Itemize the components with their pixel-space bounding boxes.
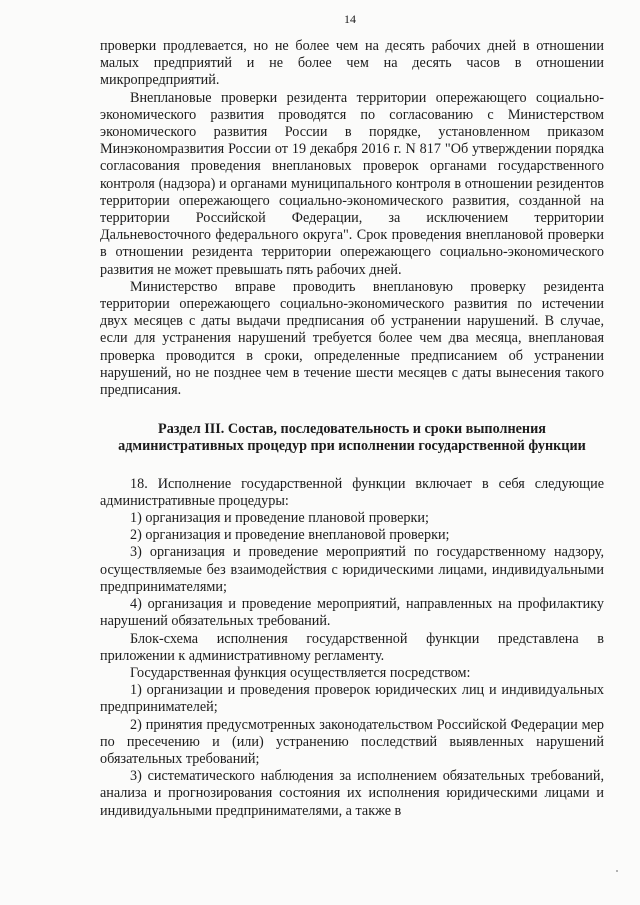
list-item: 2) организация и проведение внеплановой проверки; bbox=[130, 527, 450, 544]
list-item: 3) организация и проведение мероприятий по государственному надзору, осуществляемые без взаимодействия с юридическими лицами, индивидуальными предпринимателями; bbox=[100, 544, 604, 595]
paragraph-continuation: проверки продлевается, но не более чем на десять рабочих дней в отношении малых предприятий и не более чем на десять часов в отношении микропредприятий. bbox=[100, 38, 604, 89]
section-heading: Раздел III. Состав, последовательность и сроки выполнения административных процедур при исполнении государственной функции bbox=[118, 421, 586, 455]
list-item: 1) организация и проведение плановой проверки; bbox=[130, 510, 429, 527]
page-number: 14 bbox=[344, 12, 356, 26]
scan-speck bbox=[616, 870, 618, 872]
list-item: 1) организации и проведения проверок юридических лиц и индивидуальных предпринимателей; bbox=[100, 682, 604, 716]
document-body bbox=[100, 38, 604, 820]
list-item: 2) принятия предусмотренных законодательством Российской Федерации мер по пресечению и (или) устранению последствий выявленных нарушений обязательных требований; bbox=[100, 716, 604, 767]
paragraph-ministry-right: Министерство вправе проводить внеплановую проверку резидента территории опережающего социально-экономического развития по истечении двух месяцев с даты выдачи предписания об устранении нарушений. В случае, если для устранения нарушений требуется более чем два месяца, внеплановая проверка проводится в сроки, определенные предписанием об устранении нарушений, но не позднее чем в течение шести месяцев с даты вынесения такого предписания. bbox=[100, 278, 604, 399]
list-item: 3) систематического наблюдения за исполнением обязательных требований, анализа и прогнозирования состояния их исполнения юридическими лицами и индивидуальными предпринимателями, а также в bbox=[100, 768, 604, 819]
paragraph-unscheduled-inspections: Внеплановые проверки резидента территории опережающего социально-экономического развития проводятся по согласованию с Министерством экономического развития России в порядке, установленном приказом Минэкономразвития России от 19 декабря 2016 г. N 817 "Об утверждении порядка согласования проведения внеплановых проверок органами государственного контроля (надзора) и органами муниципального контроля в отношении резидентов территории опережающего социально-экономического развития, созданной на территории Российской Федерации, за исключением территории Дальневосточного федерального округа". Срок проведения внеплановой проверки в отношении резидента территории опережающего социально-экономического развития не может превышать пять рабочих дней. bbox=[100, 89, 604, 278]
list-item: 4) организация и проведение мероприятий, направленных на профилактику нарушений обязательных требований. bbox=[100, 596, 604, 630]
paragraph-function-means: Государственная функция осуществляется посредством: bbox=[130, 664, 471, 681]
paragraph-item-18: 18. Исполнение государственной функции включает в себя следующие административные процедуры: bbox=[100, 475, 604, 509]
paragraph-flowchart-note: Блок-схема исполнения государственной функции представлена в приложении к административному регламенту. bbox=[100, 630, 604, 664]
